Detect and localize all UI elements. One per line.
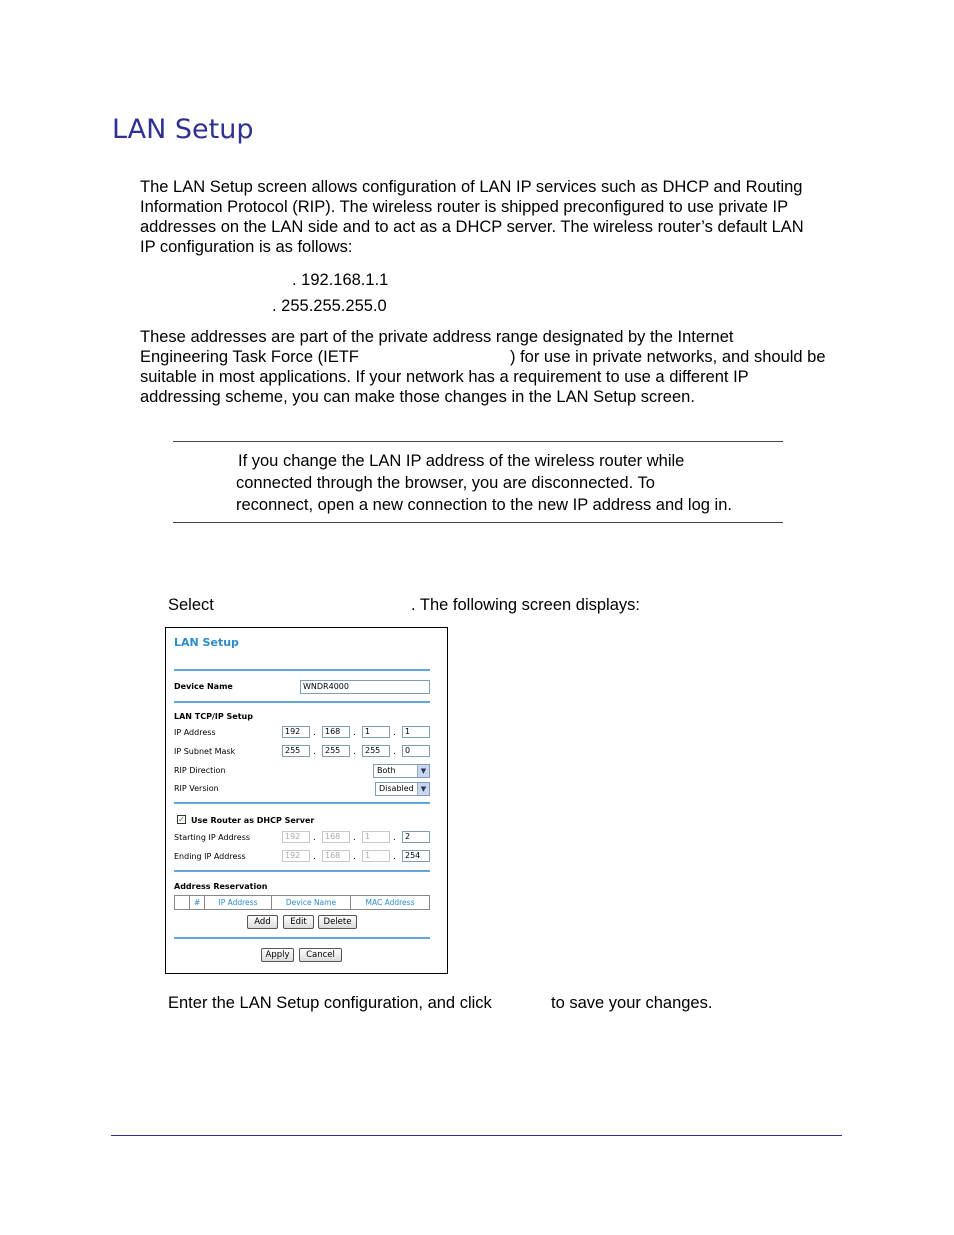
edit-button[interactable]: Edit (283, 915, 314, 929)
step-apply-prefix: Enter the LAN Setup configuration, and click (168, 994, 492, 1012)
table-header: IP Address (205, 896, 272, 909)
octet-dot: . (313, 747, 316, 757)
device-name-label: Device Name (174, 682, 233, 691)
table-header: MAC Address (365, 898, 415, 907)
note-line: reconnect, open a new connection to the new IP address and log in. (236, 496, 732, 514)
subnet-mask-label: IP Subnet Mask (174, 747, 236, 756)
para-line: ) for use in private networks, and should be (510, 348, 826, 366)
ip-address-label: IP Address (174, 728, 216, 737)
panel-separator (174, 669, 430, 671)
end-octet-1: 192 (282, 850, 310, 862)
panel-separator (174, 802, 430, 804)
device-name-input[interactable]: WNDR4000 (300, 680, 430, 694)
table-header: # (190, 896, 205, 909)
dhcp-server-label: Use Router as DHCP Server (191, 816, 315, 825)
panel-separator (174, 937, 430, 939)
default-ip-value: . 192.168.1.1 (292, 271, 389, 289)
octet-dot: . (313, 833, 316, 843)
dhcp-server-checkbox[interactable]: ✓ (178, 815, 185, 824)
mask-octet-2[interactable]: 255 (322, 745, 350, 757)
para-line: These addresses are part of the private address range designated by the Internet (140, 328, 734, 346)
tcpip-section-label: LAN TCP/IP Setup (174, 712, 253, 721)
intro-line: addresses on the LAN side and to act as a DHCP server. The wireless router’s default LAN (140, 218, 804, 236)
start-octet-4[interactable]: 2 (402, 831, 430, 843)
octet-dot: . (393, 747, 396, 757)
ending-ip-label: Ending IP Address (174, 852, 246, 861)
apply-button[interactable]: Apply (261, 948, 294, 962)
step-apply-suffix: to save your changes. (551, 994, 713, 1012)
octet-dot: . (353, 833, 356, 843)
rip-direction-select[interactable] (373, 764, 430, 778)
octet-dot: . (313, 852, 316, 862)
add-button[interactable]: Add (247, 915, 278, 929)
panel-title: LAN Setup (174, 636, 239, 649)
rip-version-value: Disabled (379, 784, 414, 793)
rip-version-select[interactable] (375, 782, 430, 796)
table-select-column (175, 896, 190, 909)
para-line: Engineering Task Force (IETF (140, 348, 359, 366)
page-title: LAN Setup (112, 114, 254, 145)
rip-direction-label: RIP Direction (174, 766, 226, 775)
address-reservation-label: Address Reservation (174, 882, 268, 891)
chevron-down-icon[interactable]: ▼ (417, 765, 429, 777)
starting-ip-label: Starting IP Address (174, 833, 251, 842)
end-octet-4[interactable]: 254 (402, 850, 430, 862)
octet-dot: . (313, 728, 316, 738)
start-octet-3: 1 (362, 831, 390, 843)
ip-octet-3[interactable]: 1 (362, 726, 390, 738)
start-octet-2: 168 (322, 831, 350, 843)
panel-separator (174, 870, 430, 872)
mask-octet-3[interactable]: 255 (362, 745, 390, 757)
octet-dot: . (393, 852, 396, 862)
cancel-button[interactable]: Cancel (299, 948, 342, 962)
octet-dot: . (353, 728, 356, 738)
footer-rule (111, 1135, 842, 1136)
chevron-down-icon[interactable]: ▼ (417, 783, 429, 795)
ip-octet-1[interactable]: 192 (282, 726, 310, 738)
note-line: connected through the browser, you are disconnected. To (236, 474, 655, 492)
reservation-table (174, 895, 430, 910)
octet-dot: . (393, 833, 396, 843)
ip-octet-4[interactable]: 1 (402, 726, 430, 738)
octet-dot: . (353, 747, 356, 757)
panel-separator (174, 701, 430, 703)
end-octet-3: 1 (362, 850, 390, 862)
intro-line: The LAN Setup screen allows configuration of LAN IP services such as DHCP and Routing (140, 178, 803, 196)
addresses-paragraph (140, 327, 840, 409)
rip-version-label: RIP Version (174, 784, 219, 793)
start-octet-1: 192 (282, 831, 310, 843)
octet-dot: . (353, 852, 356, 862)
end-octet-2: 168 (322, 850, 350, 862)
para-line: addressing scheme, you can make those changes in the LAN Setup screen. (140, 388, 695, 406)
intro-line: IP configuration is as follows: (140, 238, 353, 256)
octet-dot: . (393, 728, 396, 738)
ip-octet-2[interactable]: 168 (322, 726, 350, 738)
para-line: suitable in most applications. If your network has a requirement to use a different IP (140, 368, 749, 386)
note-line: If you change the LAN IP address of the wireless router while (238, 452, 685, 470)
note-bottom-rule (173, 522, 783, 523)
step-select-prefix: Select (168, 596, 214, 614)
default-mask-value: . 255.255.255.0 (272, 297, 387, 315)
note-top-rule (173, 441, 783, 442)
table-header: Device Name (272, 896, 351, 909)
step-select-suffix: . The following screen displays: (411, 596, 640, 614)
rip-direction-value: Both (377, 766, 396, 775)
intro-line: Information Protocol (RIP). The wireless router is shipped preconfigured to use private IP (140, 198, 789, 216)
lan-setup-screenshot (165, 627, 448, 974)
delete-button[interactable]: Delete (318, 915, 357, 929)
mask-octet-4[interactable]: 0 (402, 745, 430, 757)
note-text (236, 451, 776, 517)
mask-octet-1[interactable]: 255 (282, 745, 310, 757)
